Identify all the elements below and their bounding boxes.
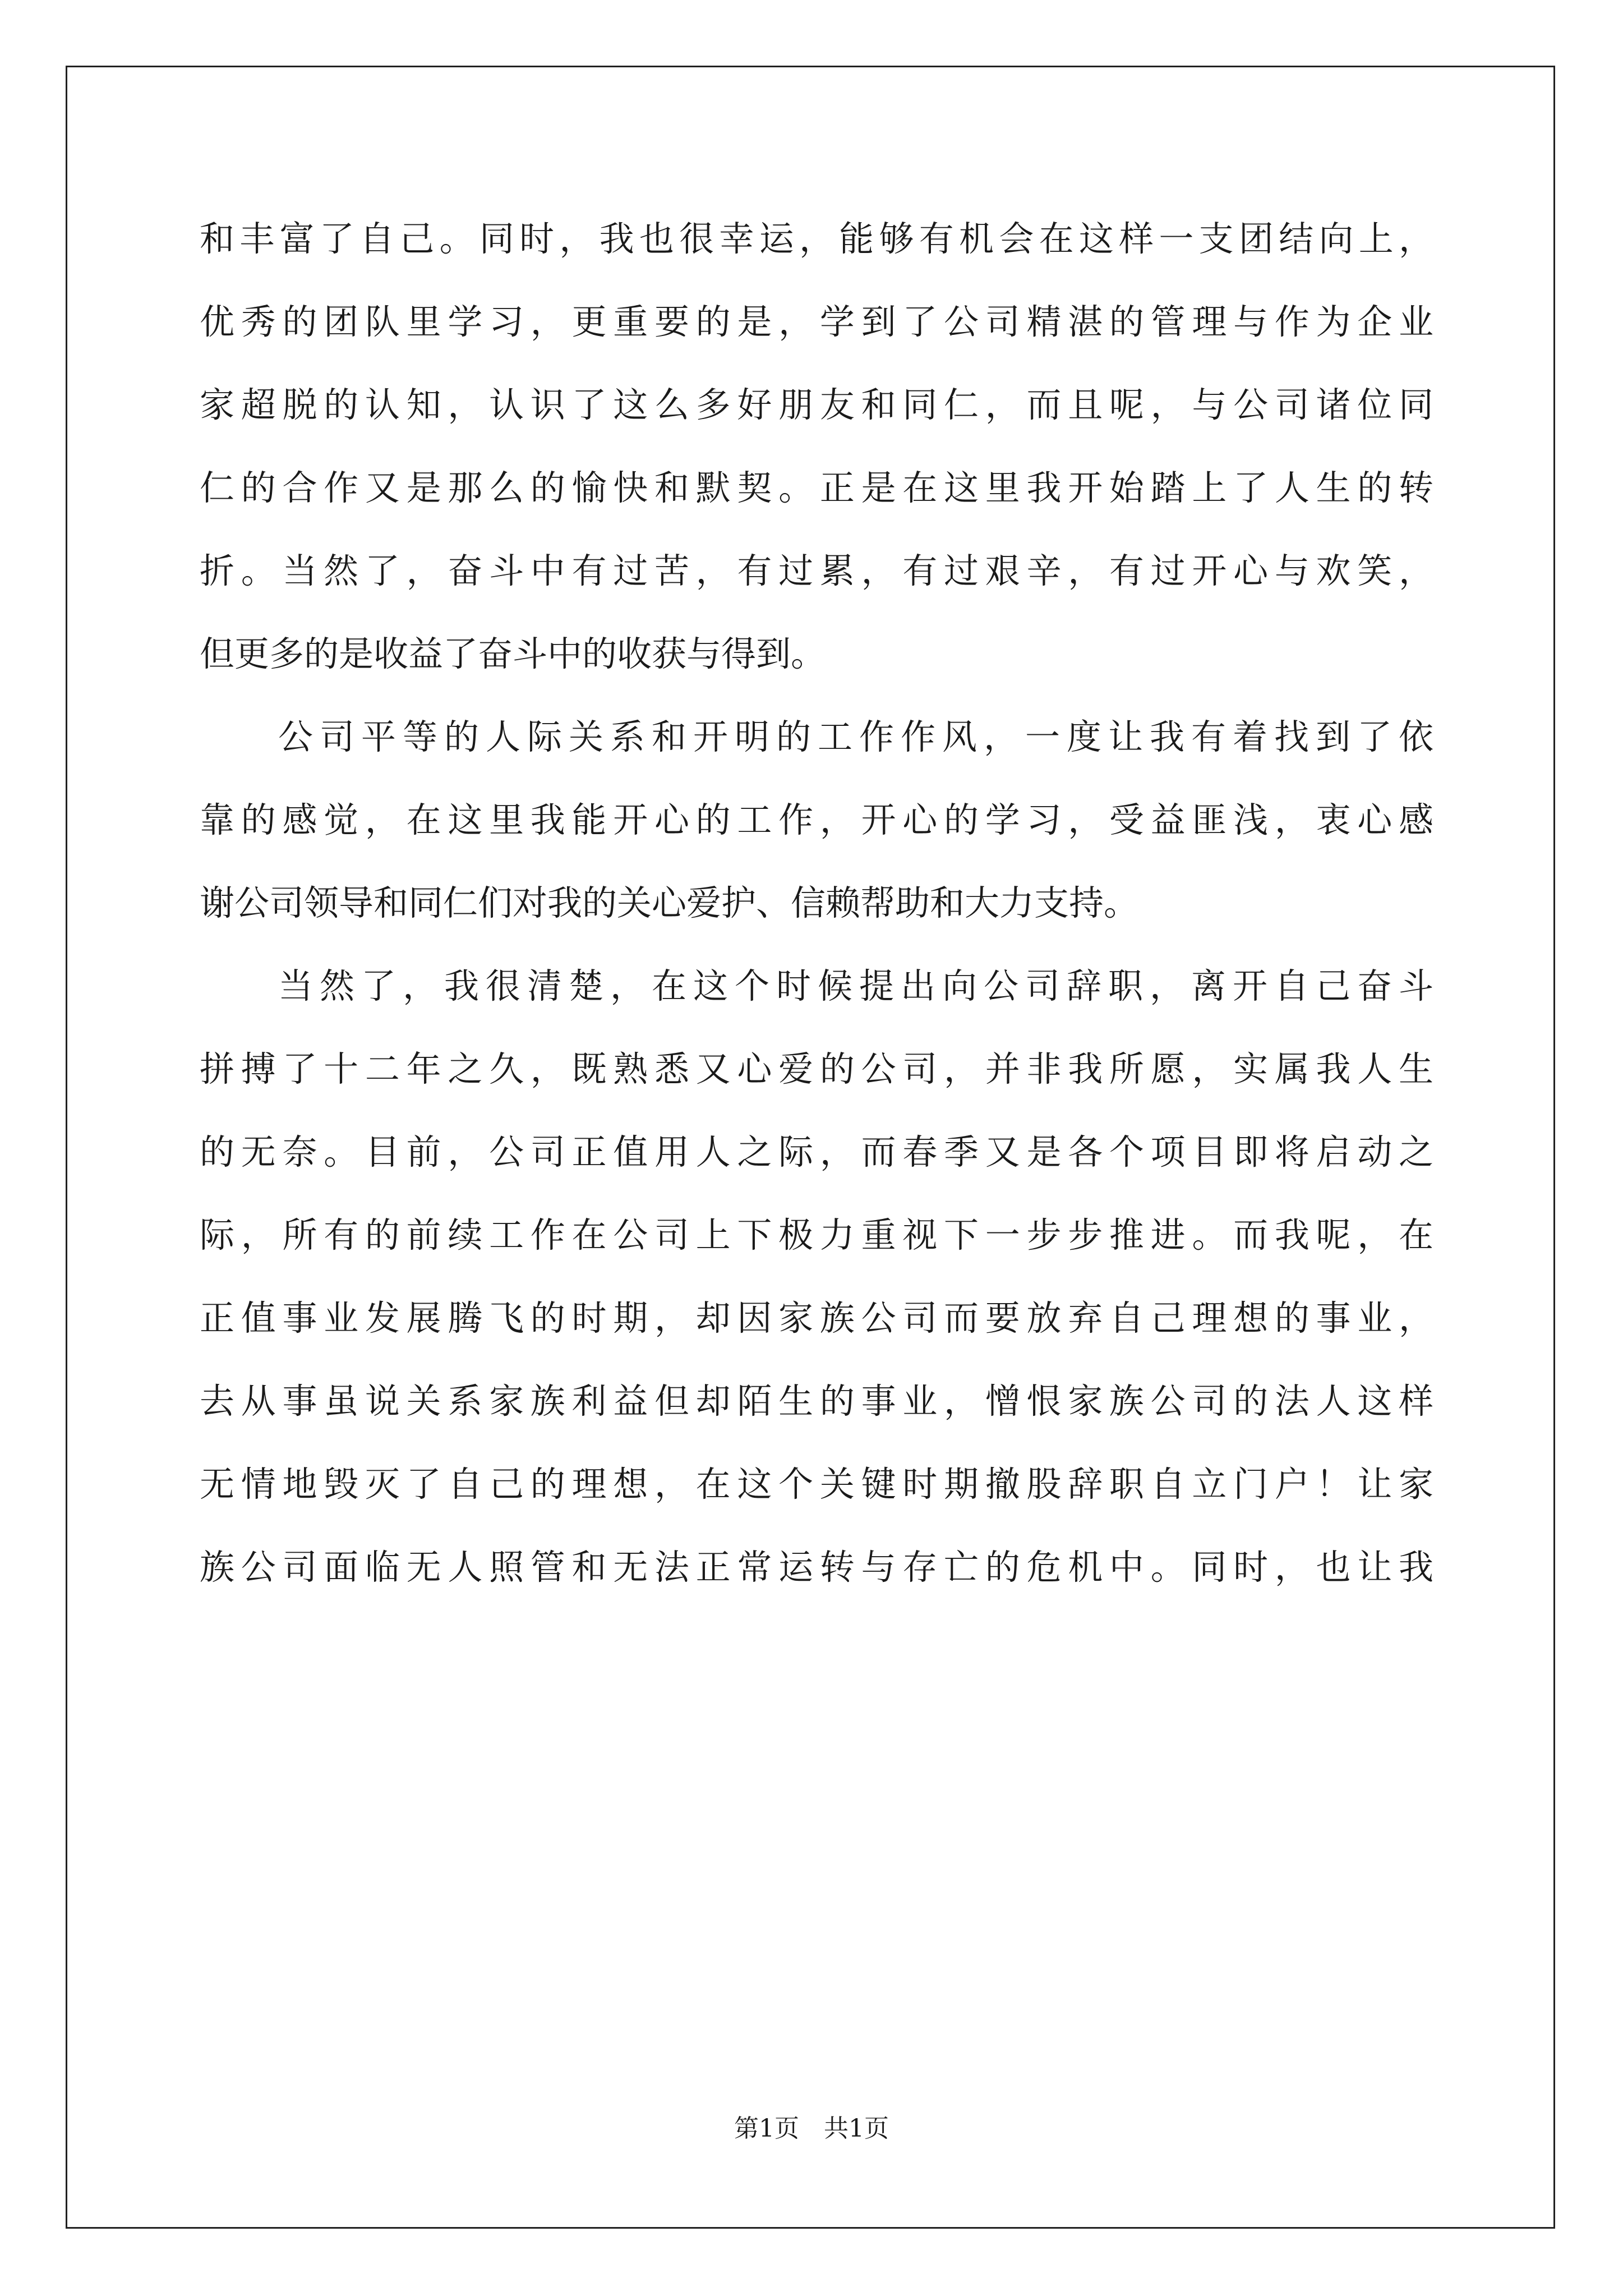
text-line: 优秀的团队里学习，更重要的是，学到了公司精湛的管理与作为企业 [200, 301, 1433, 342]
text-line: 靠的感觉，在这里我能开心的工作，开心的学习，受益匪浅，衷心感 [200, 799, 1433, 840]
text-line: 去从事虽说关系家族利益但却陌生的事业，憎恨家族公司的法人这样 [200, 1381, 1433, 1421]
page-footer [0, 2108, 1623, 2144]
text-line: 仁的合作又是那么的愉快和默契。正是在这里我开始踏上了人生的转 [200, 467, 1433, 508]
text-line: 家超脱的认知，认识了这么多好朋友和同仁，而且呢，与公司诸位同 [200, 384, 1433, 425]
text-line: 但更多的是收益了奋斗中的收获与得到。 [200, 633, 826, 674]
text-line: 公司平等的人际关系和开明的工作作风，一度让我有着找到了依 [278, 716, 1433, 757]
document-body [200, 197, 1433, 1609]
text-line: 和丰富了自己。同时，我也很幸运，能够有机会在这样一支团结向上， [200, 218, 1433, 259]
text-line: 正值事业发展腾飞的时期，却因家族公司而要放弃自己理想的事业， [200, 1297, 1433, 1338]
text-line: 折。当然了，奋斗中有过苦，有过累，有过艰辛，有过开心与欢笑， [200, 550, 1433, 591]
text-line: 无情地毁灭了自己的理想，在这个关键时期撤股辞职自立门户！让家 [200, 1464, 1433, 1504]
page-number: 第1页 [734, 2114, 799, 2143]
text-line: 族公司面临无人照管和无法正常运转与存亡的危机中。同时，也让我 [200, 1547, 1433, 1588]
text-line: 的无奈。目前，公司正值用人之际，而春季又是各个项目即将启动之 [200, 1131, 1433, 1172]
text-line: 拼搏了十二年之久，既熟悉又心爱的公司，并非我所愿，实属我人生 [200, 1048, 1433, 1089]
text-line: 当然了，我很清楚，在这个时候提出向公司辞职，离开自己奋斗 [278, 965, 1433, 1006]
text-line: 际，所有的前续工作在公司上下极力重视下一步步推进。而我呢，在 [200, 1214, 1433, 1255]
page-total: 共1页 [824, 2114, 889, 2143]
text-line: 谢公司领导和同仁们对我的关心爱护、信赖帮助和大力支持。 [200, 882, 1139, 923]
